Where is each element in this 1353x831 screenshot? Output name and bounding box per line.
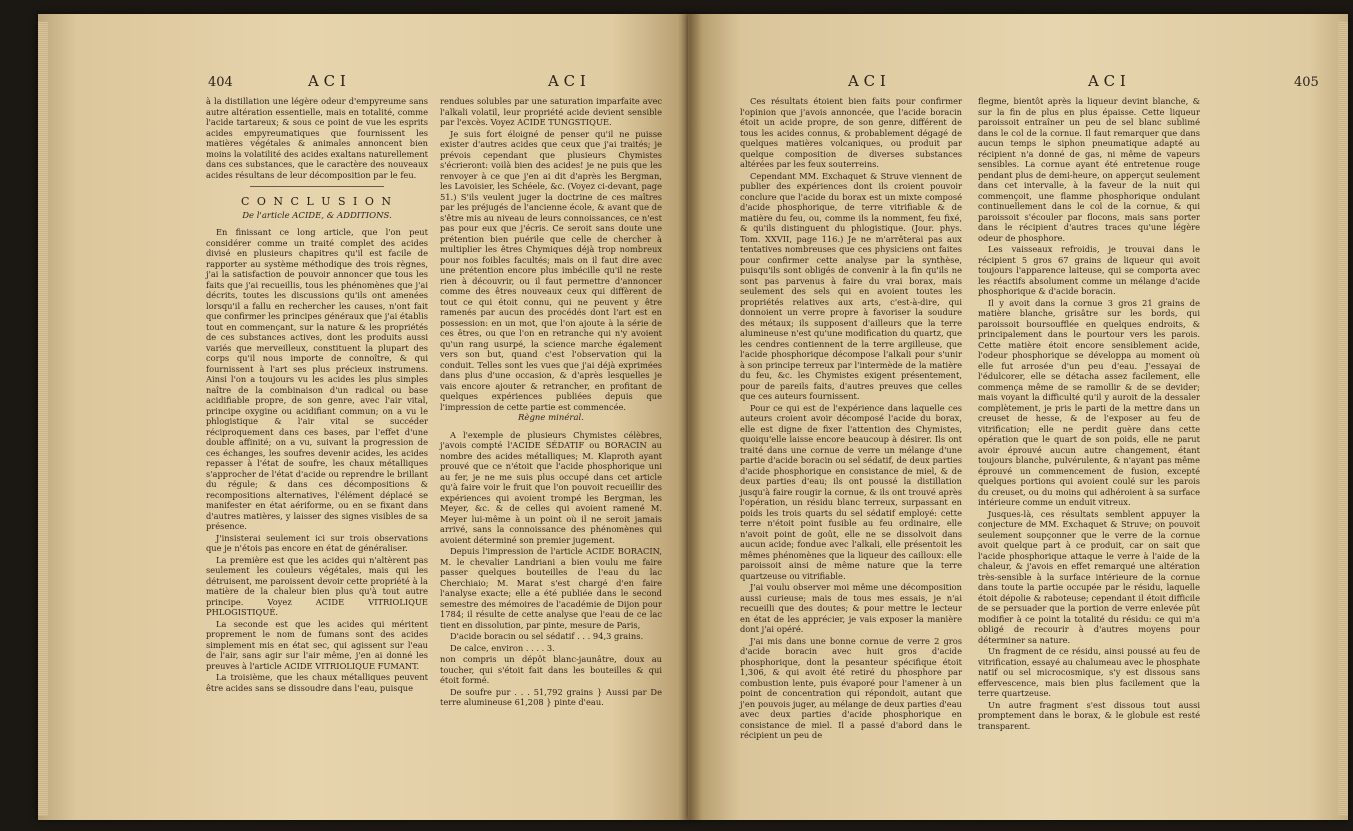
- right-page-number: 405: [1294, 75, 1319, 90]
- left-page-number: 404: [208, 75, 233, 90]
- paragraph: rendues solubles par une saturation imparfaite avec l'alkali volatil, leur propriété acide devient sensible par l'excès. Voyez ACIDE TUNGSTIQUE.: [440, 96, 662, 127]
- right-page: [688, 14, 1348, 820]
- paragraph: à la distillation une légère odeur d'empyreume sans autre altération essentielle, mais en totalité, comme l'acide tartareux; & sous ce point de vue les esprits acides empyreumatiques que fournissent les matières végétales & animales annoncent bien moins la volatilité des acides exaltans naturellement dans ces substances, que le caractère des nouveaux acides résultans de leur décomposition par le feu.: [206, 96, 428, 180]
- left-header-2: A C I: [548, 72, 586, 90]
- paragraph: Jusques-là, ces résultats semblent appuyer la conjecture de MM. Exchaquet & Struve; on pouvoit seulement soupçonner que le verre de la cornue avoit quelque part à ce produit, car on sait que l'acide phosphorique attaque le verre à l'aide de la chaleur, & j'avois en effet remarqué une altération très-sensible à la surface intérieure de la cornue dans toute la partie occupée par le résidu, laquelle étoit dépolie & raboteuse; cependant il étoit difficile de se persuader que la portion de verre enlevée pût modifier à ce point la totalité du résidu: ce qui m'a obligé de recourir à d'autres moyens pour déterminer sa nature.: [978, 508, 1200, 645]
- paragraph: Pour ce qui est de l'expérience dans laquelle ces auteurs croient avoir décomposé l'acide du borax, elle est digne de fixer l'attention des Chymistes, quoiqu'elle laisse encore beaucoup à désirer. Ils ont traité dans une cornue de verre un mélange d'une partie d'acide boracin ou sel sédatif, de deux parties d'acide phosphorique en consistance de miel, & de deux parties d'eau; ils ont poussé la distillation jusqu'à faire rougir la cornue, & ils ont trouvé après l'opération, un résidu blanc terreux, surpassant en poids les trois quarts du sel sédatif employé: cette terre n'étoit point fusible au feu ordinaire, elle n'avoit point de goût, elle ne se dissolvoit dans aucun acide; fondue avec l'alkali, elle présentoit les mêmes phénomènes que la liqueur des cailloux: elle paroissoit ainsi de même nature que la terre quartzeuse ou vitrifiable.: [740, 402, 962, 581]
- paragraph: Cependant MM. Exchaquet & Struve viennent de publier des expériences dont ils croient pouvoir conclure que l'acide du borax est un mixte composé d'acide phosphorique, de terre vitrifiable & de matière du feu, ou, comme ils la nomment, feu fixé, & qu'ils distinguent du phlogistique. (Jour. phys. Tom. XXVII, page 116.) Je ne m'arrêterai pas aux tentatives nombreuses que ces physiciens ont faites pour confirmer cette analyse par la synthèse, puisqu'ils sont obligés de convenir à la fin qu'ils ne sont pas parvenus à faire du vrai borax, mais seulement des sels qui en avoient toutes les propriétés relatives aux arts, c'est-à-dire, qui donnoient un verre propre à favoriser la soudure des métaux; ils supposent d'ailleurs que la terre alumineuse n'est qu'une modification du quartz, que les cendres contiennent de la terre argilleuse, que l'acide phosphorique décompose l'alkali pour s'unir à son principe terreux par l'intermède de la matière du feu, &c. les Chymistes exigent présentement, pour de pareils faits, d'autres preuves que celles que ces auteurs fournissent.: [740, 170, 962, 401]
- paragraph: J'ai mis dans une bonne cornue de verre 2 gros d'acide boracin avec huit gros d'acide phosphorique, dont la pesanteur spécifique étoit 1,306, & qui avoit été retiré du phosphore par combustion lente, puis évaporé pour l'amener à un point de concentration qui répondoit, autant que j'en pouvois juger, au mélange de deux parties d'eau avec deux parties d'acide phosphorique en consistance de miel. Il a passé d'abord dans le récipient un peu de: [740, 635, 962, 740]
- page-edge: [38, 22, 48, 816]
- paragraph: De calce, environ . . . . 3.: [450, 642, 555, 653]
- paragraph: flegme, bientôt après la liqueur devint blanche, & sur la fin de plus en plus épaisse. Cette liqueur paroissoit entraîner un peu de sel blanc sublimé dans le col de la cornue. Il faut remarquer que dans aucun temps le siphon pneumatique adapté au récipient n'a donné de gas, ni même de vapeurs sensibles. La cornue ayant été entretenue rouge pendant plus de demi-heure, on apperçut seulement dans cet intervalle, à la faveur de la nuit qui commençoit, une flamme phosphorique ondulant continuellement dans le col de la cornue, & qui paroissoit s'écouler par flocons, mais sans porter dans le récipient d'autres traces qu'une légère odeur de phosphore.: [978, 96, 1200, 243]
- right-column-1: [740, 96, 962, 742]
- left-column-1: [206, 96, 428, 694]
- paragraph: Un autre fragment s'est dissous tout aussi promptement dans le borax, & le globule est resté transparent.: [978, 699, 1200, 731]
- section-title: Règne minéral.: [518, 413, 584, 423]
- paragraph: De soufre pur . . . 51,792 grains } Aussi par De terre alumineuse 61,208 } pinte d'eau.: [440, 686, 662, 707]
- left-column-2: [440, 96, 662, 709]
- paragraph: D'acide boracin ou sel sédatif . . . 94,3 grains.: [450, 631, 644, 641]
- book-gutter: [678, 14, 702, 820]
- page-edge: [1338, 22, 1348, 816]
- paragraph: La troisième, que les chaux métalliques peuvent être acides sans se dissoudre dans l'eau, puisque: [206, 672, 428, 693]
- conclusion-heading: C O N C L U S I O N: [240, 195, 394, 208]
- paragraph: La seconde est que les acides qui méritent proprement le nom de fumans sont des acides simplement mis en état sec, qui agissent sur l'eau de l'air, sans agir sur l'air même, j'en ai donné les preuves à l'article ACIDE VITRIOLIQUE FUMANT.: [206, 618, 428, 671]
- conclusion-subheading: De l'article ACIDE, & ADDITIONS.: [242, 210, 392, 221]
- paragraph: En finissant ce long article, que l'on peut considérer comme un traité complet des acides divisé en plusieurs chapitres qu'il est facile de rapporter au système méthodique des trois règnes, j'ai la satisfaction de pouvoir annoncer que tous les faits que j'ai recueillis, tous les phénomènes que j'ai décrits, toutes les discussions qu'ils ont amenées lorsqu'il a fallu en rechercher les causes, n'ont fait que confirmer les principes généraux que j'ai établis tout en commençant, sur la nature & les propriétés de ces substances actives, dont les produits aussi variés que merveilleux, constituent la plupart des corps qu'il nous importe de connoître, & qui fournissent à l'art ses plus précieux instrumens. Ainsi l'on a toujours vu les acides les plus simples naître de la combinaison d'un radical ou base acidifiable propre, de son genre, avec l'air vital, principe oxygine ou acidifiant commun; on a vu le phlogistique & l'air vital se succéder réciproquement dans ces bases, par l'effet d'une double affinité; on a vu, suivant la progression de ces échanges, les soufres devenir acides, les acides repasser à l'état de soufre, les chaux métalliques s'approcher de l'état d'acide ou reprendre le brillant du régule; & dans ces décompositions & recompositions alternatives, l'élément déplacé se manifester en état aériforme, ou en se fixant dans d'autres matières, y laisser des signes visibles de sa présence.: [206, 227, 428, 531]
- paragraph: Il y avoit dans la cornue 3 gros 21 grains de matière blanche, grisâtre sur les bords, qui paroissoit boursoufflée en quelques endroits, & principalement dans le pourtour vers les parois. Cette matière étoit encore sensiblement acide, l'odeur phosphorique se développa au moment où elle fut arrosée d'un peu d'eau. J'essayai de l'édulcorer, elle se détacha assez facilement, elle commença même de se ramollir & de se devider; mais voyant la difficulté qu'il y auroit de la dessaler complètement, je pris le parti de la mettre dans un creuset de hesse, & de l'exposer au feu de vitrification; elle ne perdit guère dans cette opération que le quart de son poids, elle ne parut avoir éprouvé aucun autre changement, étant toujours blanche, pulvérulente, & n'ayant pas même éprouvé un commencement de fusion, excepté quelques portions qui avoient coulé sur les parois du creuset, ou du moins qui adhéroient à sa surface intérieure comme un enduit vitreux.: [978, 297, 1200, 507]
- right-header-2: A C I: [1088, 72, 1126, 90]
- paragraph: Un fragment de ce résidu, ainsi poussé au feu de vitrification, essayé au chalumeau avec le phosphate natif ou sel microcosmique, s'y est dissous sans effervescence, mais bien plus facilement que la terre quartzeuse.: [978, 646, 1200, 698]
- paragraph: A l'exemple de plusieurs Chymistes célèbres, j'avois compté l'ACIDE SÉDATIF ou BORACIN au nombre des acides métalliques; M. Klaproth ayant prouvé que ce n'étoit que l'acide phosphorique uni au fer, je ne me suis plus occupé dans cet article qu'à faire voir le fruit que l'on pouvoit recueillir des expériences qui avoient trompé les Bergman, les Meyer, &c. & de celles qui avoient ramené M. Meyer lui-même à un point où il ne seroit jamais arrivé, sans la connoissance des phénomènes qui avoient déterminé son premier jugement.: [440, 429, 662, 545]
- divider: [250, 186, 383, 187]
- open-book: [38, 14, 1338, 826]
- paragraph: Ces résultats étoient bien faits pour confirmer l'opinion que j'avois annoncée, que l'acide boracin étoit un acide propre, de son genre, différent de tous les acides connus, & probablement dégagé de quelques matières volcaniques, ou produit par quelque composition de diverses substances altérées par les feux souterreins.: [740, 96, 962, 169]
- paragraph: La première est que les acides qui n'altèrent pas seulement les couleurs végétales, mais qui les détruisent, me paroissent devoir cette propriété à la matière de la chaleur bien plus qu'à tout autre principe. Voyez ACIDE VITRIOLIQUE PHLOGISTIQUÉ.: [206, 554, 428, 617]
- paragraph: Je suis fort éloigné de penser qu'il ne puisse exister d'autres acides que ceux que j'ai traités; je prévois cependant que plusieurs Chymistes s'écrieront: voilà bien des acides! je ne puis que les renvoyer à ce que j'en ai dit d'après les Bergman, les Lavoisier, les Schéele, &c. (Voyez ci-devant, page 51.) S'ils veulent juger la doctrine de ces maîtres par les préjugés de l'ancienne école, & avant que de s'être mis au niveau de leurs connoissances, ce n'est pas pour eux que j'écris. Ce seroit sans doute une prétention bien puérile que celle de chercher à multiplier les êtres Chymiques déjà trop nombreux pour nos foibles facultés; mais on il faut dire avec une prétention encore plus imbécille qu'il ne reste rien à découvrir, ou il faut permettre d'annoncer comme des êtres nouveaux ceux qui diffèrent de tout ce qui étoit connu, qui ne peuvent y être ramenés par aucun des procédés dont l'art est en possession: en un mot, que l'on ajoute à la série de ces êtres, ou que l'on en retranche qui n'y avoient qu'un rang usurpé, la science marche également vers son but, quand c'est l'observation qui la conduit. Telles sont les vues que j'ai déjà exprimées dans plus d'une occasion, & d'après lesquelles je vais encore ajouter & retrancher, en profitant de quelques expériences publiées depuis que l'impression de cette partie est commencée.: [440, 128, 662, 412]
- paragraph: Depuis l'impression de l'article ACIDE BORACIN, M. le chevalier Landriani a bien voulu me faire passer quelques bouteilles de l'eau du lac Cherchiaio; M. Marat s'est chargé d'en faire l'analyse exacte; elle a été publiée dans le second semestre des mémoires de l'académie de Dijon pour 1784; il résulte de cette analyse que l'eau de ce lac tient en dissolution, par pinte, mesure de Paris,: [440, 546, 662, 630]
- paragraph: non compris un dépôt blanc-jaunâtre, doux au toucher, qui s'étoit fait dans les bouteilles & qui étoit formé.: [440, 654, 662, 685]
- left-header-1: A C I: [308, 72, 346, 90]
- right-header-1: A C I: [848, 72, 886, 90]
- left-page: [38, 14, 690, 820]
- paragraph: J'ai voulu observer moi même une décomposition aussi curieuse; mais de tous mes essais, je n'ai recueilli que des doutes; & pour mettre le lecteur en état de les apprécier, je vais exposer la manière dont j'ai opéré.: [740, 582, 962, 634]
- right-column-2: [978, 96, 1200, 732]
- paragraph: J'insisterai seulement ici sur trois observations que je n'étois pas encore en état de généraliser.: [206, 532, 428, 553]
- paragraph: Les vaisseaux refroidis, je trouvai dans le récipient 5 gros 67 grains de liqueur qui avoit toujours l'apparence laiteuse, qui se comporta avec les réactifs absolument comme un mélange d'acide phosphorique & d'acide boracin.: [978, 244, 1200, 296]
